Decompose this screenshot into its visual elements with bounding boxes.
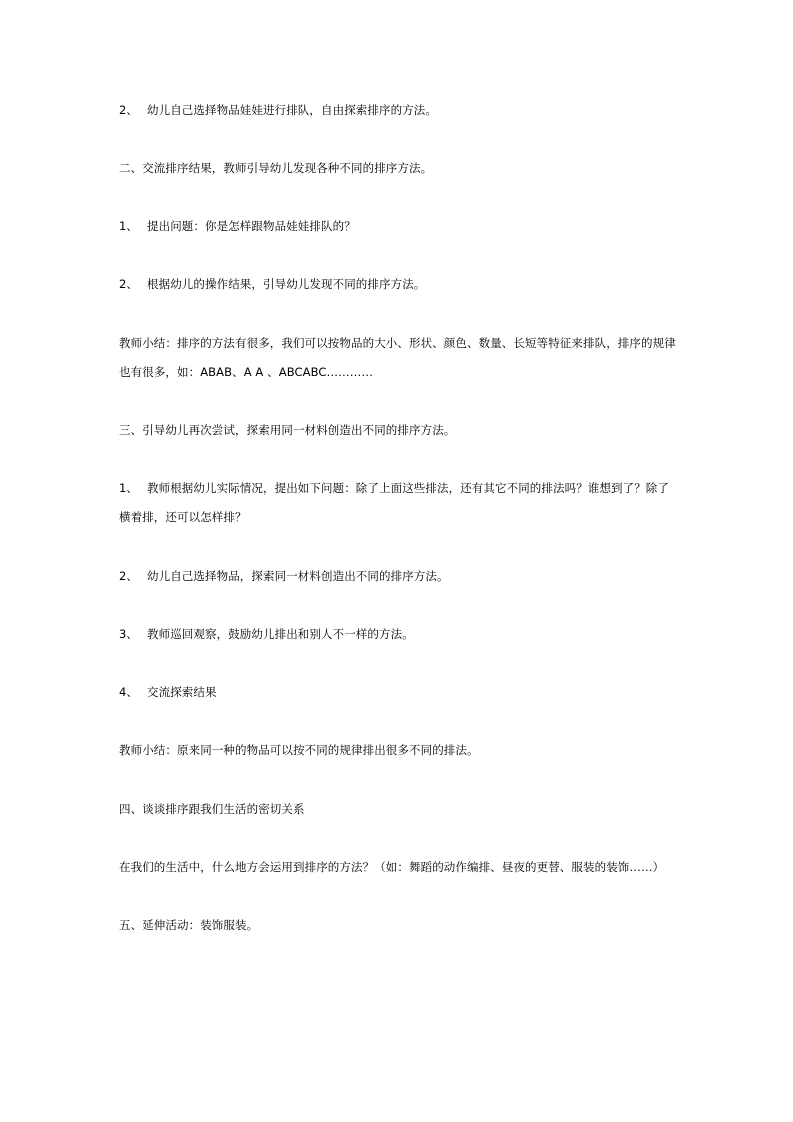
teacher-summary-2 — [119, 736, 679, 765]
step-2-explore-same-material — [119, 562, 679, 591]
list-number: 1、 — [119, 481, 139, 495]
paragraph-text: 交流探索结果 — [147, 685, 217, 699]
paragraph-text: 教师巡回观察，鼓励幼儿排出和别人不一样的方法。 — [147, 627, 414, 641]
paragraph-text: 教师根据幼儿实际情况，提出如下问题：除了上面这些排法，还有其它不同的排法吗？谁想到了？除了横着排，还可以怎样排？ — [119, 481, 669, 524]
list-number: 2、 — [119, 569, 139, 583]
paragraph-text: 在我们的生活中，什么地方会运用到排序的方法？（如：舞蹈的动作编排、昼夜的更替、服装的装饰……） — [119, 860, 665, 874]
step-2-discover-methods — [119, 270, 679, 299]
paragraph-text: 教师小结：排序的方法有很多，我们可以按物品的大小、形状、颜色、数量、长短等特征来排队，排序的规律也有很多，如：ABAB、A A 、ABCABC………… — [119, 336, 676, 379]
teacher-summary-1 — [119, 329, 679, 387]
paragraph-text: 五、延伸活动：装饰服装。 — [119, 918, 259, 932]
list-number: 3、 — [119, 627, 139, 641]
step-3-teacher-observe — [119, 620, 679, 649]
step-4-exchange-results — [119, 678, 679, 707]
section-heading-2 — [119, 154, 679, 183]
paragraph-text: 根据幼儿的操作结果，引导幼儿发现不同的排序方法。 — [147, 277, 426, 291]
paragraph-text: 教师小结：原来同一种的物品可以按不同的规律排出很多不同的排法。 — [119, 743, 479, 757]
step-1-teacher-questions — [119, 474, 679, 532]
section-heading-3 — [119, 416, 679, 445]
life-examples-paragraph — [119, 853, 689, 882]
step-1-ask-question — [119, 212, 679, 241]
list-number: 4、 — [119, 685, 139, 699]
list-number: 1、 — [119, 219, 139, 233]
paragraph-text: 四、谈谈排序跟我们生活的密切关系 — [119, 802, 305, 816]
list-number: 2、 — [119, 277, 139, 291]
section-heading-4 — [119, 795, 679, 824]
section-heading-5 — [119, 911, 679, 940]
list-number: 2、 — [119, 103, 139, 117]
step-2-choose-objects — [119, 96, 679, 125]
paragraph-text: 提出问题：你是怎样跟物品娃娃排队的？ — [147, 219, 356, 233]
paragraph-text: 幼儿自己选择物品娃娃进行排队，自由探索排序的方法。 — [147, 103, 437, 117]
paragraph-text: 三、引导幼儿再次尝试，探索用同一材料创造出不同的排序方法。 — [119, 423, 456, 437]
paragraph-text: 二、交流排序结果，教师引导幼儿发现各种不同的排序方法。 — [119, 161, 433, 175]
paragraph-text: 幼儿自己选择物品，探索同一材料创造出不同的排序方法。 — [147, 569, 449, 583]
